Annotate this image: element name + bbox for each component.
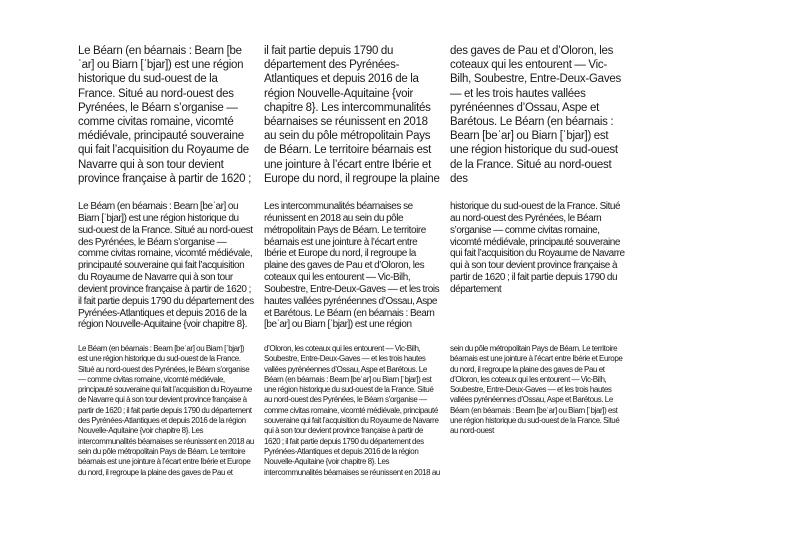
specimen-paragraph-small: Le Béarn (en béarnais : Bearn [beˈar] ou Biarn [ˈbjar]) est une région historique du sud-ouest de la France. Situé au nord-ouest des Pyrénées, le Béarn s’organise — comme civitas romaine, vicomté médiévale, principauté souveraine qui fait l’acquisition du Royaume de Navarre qui à son tour devient province française à partir de 1620 ; il fait partie depuis 1790 du département des Pyrénées-Atlantiques et depuis 2016 de la région Nouvelle-Aquitaine {voir chapitre 8}. Les intercommunalités béarnaises se réunissent en 2018 au sein du pôle métropolitain Pays de Béarn. Le territoire béarnais est une jointure à l’écart entre Ibérie et Europe du nord, il regroupe la plaine des gaves de Pau et d’Oloron, les coteaux qui les entourent — Vic-Bilh, Soubestre, Entre-Deux-Gaves — et les trois hautes vallées pyrénéennes d’Ossau, Aspe et Barétous. Le Béarn (en béarnais : Bearn [beˈar] ou Biarn [ˈbjar]) est une région historique du sud-ouest de la France. Situé au nord-ouest des Pyrénées, le Béarn s’organise — comme civitas romaine, vicomté médiévale, principauté souveraine qui fait l’acquisition du Royaume de Navarre qui à son tour devient province française à partir de 1620 ; il fait partie depuis 1790 du département des Pyrénées-Atlantiques et depuis 2016 de la région Nouvelle-Aquitaine {voir chapitre 8}. Les intercommunalités béarnaises se réunissent en 2018 au sein du pôle métropolitain Pays de Béarn. Le territoire béarnais est une jointure à l’écart entre Ibérie et Europe du nord, il regroupe la plaine des gaves de Pau et d’Oloron, les coteaux qui les entourent — Vic-Bilh, Soubestre, Entre-Deux-Gaves — et les trois hautes vallées pyrénéennes d’Ossau, Aspe et Barétous. Le Béarn (en béarnais : Bearn [beˈar] ou Biarn [ˈbjar]) est une région historique du sud-ouest de la France. Situé au nord-ouest <box>78 344 623 477</box>
specimen-paragraph-large: Le Béarn (en béarnais : Bearn [beˈar] ou Biarn [ˈbjar]) est une région historique du sud-ouest de la France. Situé au nord-ouest des Pyrénées, le Béarn s’organise — comme civitas romaine, vicomté médiévale, principauté souveraine qui fait l’acquisition du Royaume de Navarre qui à son tour devient province française à partir de 1620 ; il fait partie depuis 1790 du département des Pyrénées-Atlantiques et depuis 2016 de la région Nouvelle-Aquitaine {voir chapitre 8}. Les intercommunalités béarnaises se réunissent en 2018 au sein du pôle métropolitain Pays de Béarn. Le territoire béarnais est une jointure à l’écart entre Ibérie et Europe du nord, il regroupe la plaine des gaves de Pau et d’Oloron, les coteaux qui les entourent — Vic-Bilh, Soubestre, Entre-Deux-Gaves — et les trois hautes vallées pyrénéennes d’Ossau, Aspe et Barétous. Le Béarn (en béarnais : Bearn [beˈar] ou Biarn [ˈbjar]) est une région historique du sud-ouest de la France. Situé au nord-ouest des <box>78 45 621 185</box>
specimen-paragraph-medium: Le Béarn (en béarnais : Bearn [beˈar] ou Biarn [ˈbjar]) est une région historique du sud-ouest de la France. Situé au nord-ouest des Pyrénées, le Béarn s’organise — comme civitas romaine, vicomté médiévale, principauté souveraine qui fait l’acquisition du Royaume de Navarre qui à son tour devient province française à partir de 1620 ; il fait partie depuis 1790 du département des Pyrénées-Atlantiques et depuis 2016 de la région Nouvelle-Aquitaine {voir chapitre 8}. Les intercommunalités béarnaises se réunissent en 2018 au sein du pôle métropolitain Pays de Béarn. Le territoire béarnais est une jointure à l’écart entre Ibérie et Europe du nord, il regroupe la plaine des gaves de Pau et d’Oloron, les coteaux qui les entourent — Vic-Bilh, Soubestre, Entre-Deux-Gaves — et les trois hautes vallées pyrénéennes d’Ossau, Aspe et Barétous. Le Béarn (en béarnais : Bearn [beˈar] ou Biarn [ˈbjar]) est une région historique du sud-ouest de la France. Situé au nord-ouest des Pyrénées, le Béarn s’organise — comme civitas romaine, vicomté médiévale, principauté souveraine qui fait l’acquisition du Royaume de Navarre qui à son tour devient province française à partir de 1620 ; il fait partie depuis 1790 du département <box>78 201 625 331</box>
